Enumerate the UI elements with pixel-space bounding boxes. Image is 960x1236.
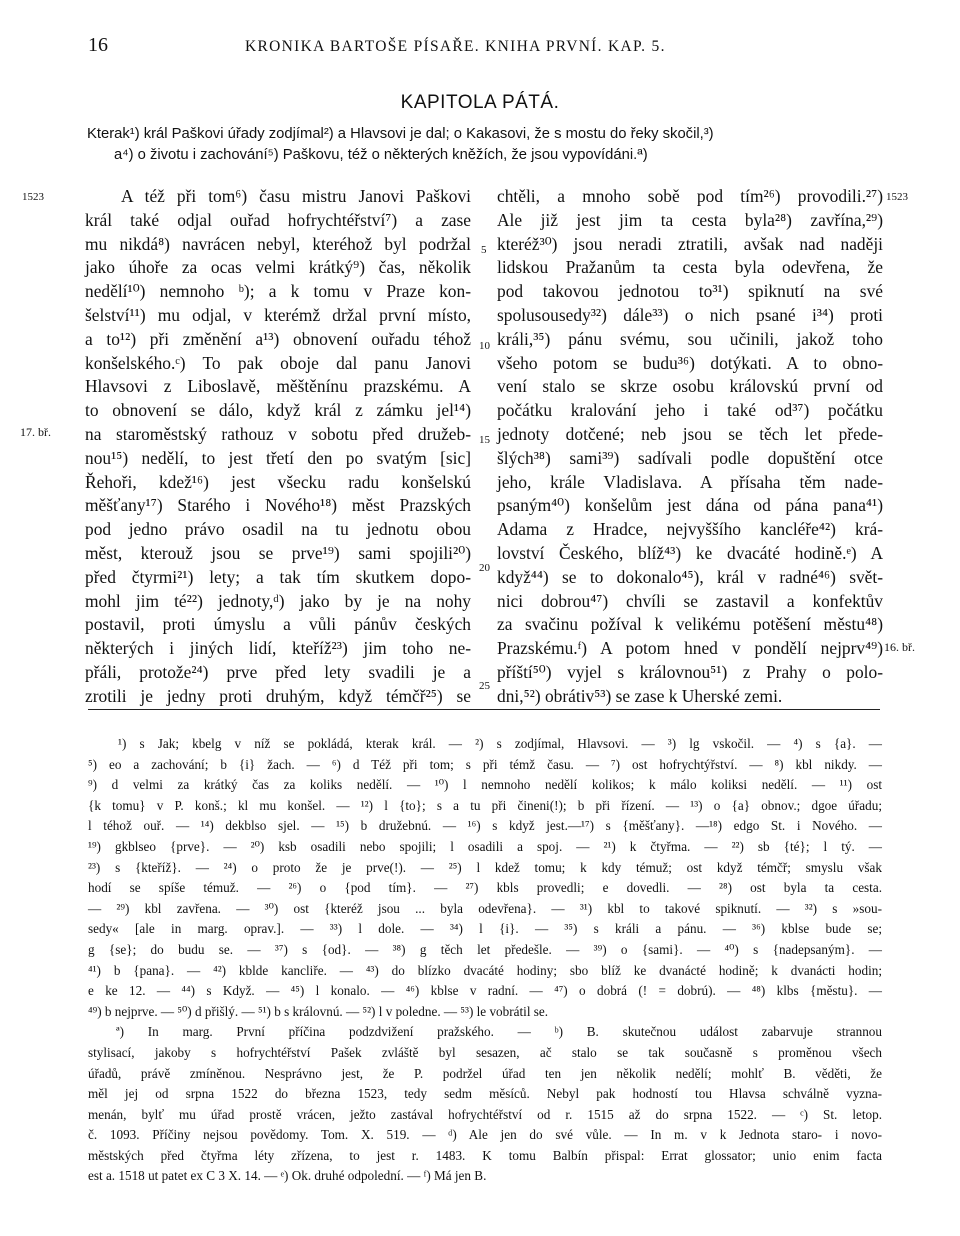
- text-line: konšelského.ᶜ) To pak oboje dal panu Janovi: [85, 352, 471, 373]
- text-line: dni,⁵²) obrátiv⁵³) se zase k Uherské zemi.: [497, 685, 783, 706]
- text-line: postavil, proti úmyslu a vůli pánův českých: [85, 614, 471, 635]
- footnote-line: sedy« [ale in marg. oprav.]. — ³³) l dole. — ³⁴) l {i}. — ³⁵) s králi a pánu. — ³⁶) kblse bude se;: [88, 921, 882, 937]
- text-line: vení stalo se skrze osobu královskú první od: [497, 376, 883, 397]
- text-line: A též při tom⁶) času mistru Janovi Paškovi: [121, 186, 471, 206]
- summary-line: Kterak¹) král Paškovi úřady zodjímal²) a Hlavsovi je dal; o Kakasovi, že s mostu do řeky skočil,³): [87, 126, 714, 142]
- margin-date-left: 17. bř.: [20, 425, 51, 439]
- footnote-line: ¹) s Jak; kbelg v níž se pokládá, kterak král. — ²) s zodjímal, Hlavsovi. — ³) lg vskočil. — ⁴) s {a}. —: [118, 736, 882, 751]
- running-title: KRONIKA BARTOŠE PÍSAŘE. KNIHA PRVNÍ. KAP. 5.: [245, 38, 666, 55]
- line-number: 10: [479, 340, 490, 352]
- footnote-line: g {se}; do budu se. — ³⁷) s {od}. — ³⁸) g těch let předešle. — ³⁹) o {sami}. — ⁴⁰) s {nadepsaným}. —: [88, 941, 882, 957]
- footnote-line: {k tomu} v P. konš.; kl mu konšel. — ¹²) l {to}; s a tu při čineni(!); b při řízení. — ¹³) o {a} obnov.; dgoe úřadu;: [88, 797, 882, 813]
- line-number: 5: [481, 244, 487, 256]
- footnote-line: ²³) s {kteříž}. — ²⁴) o proto že je prve(!). — ²⁵) l kdež tomu; k kdy témuž; ost když témčř; smyslu však: [88, 859, 882, 875]
- text-line: za svačinu požíval k velikému potěšení městu⁴⁸): [497, 614, 883, 635]
- text-line: počátku kralování jeho i také od³⁷) počátku: [497, 400, 883, 421]
- text-line: to obnovení se dálo, když král z zámku jel¹⁴): [85, 400, 471, 421]
- line-number: 20: [479, 562, 490, 574]
- text-line: nici dobrou⁴⁷) chvíli se zastavil a konfektův: [497, 590, 883, 611]
- footnote-line: — ²⁹) kbl zavřena. — ³⁰) ost {kteréž jsou ... byla odevřena}. — ³¹) kbl to takové spiknutí. — ³²) s »sou-: [88, 900, 882, 916]
- text-line: měst, kterouž jsou se prve¹⁹) sami spojili²⁰): [85, 542, 471, 563]
- text-line: lidskou Pražanům ta cesta byla odevřena, že: [497, 257, 883, 278]
- text-line: Ale již jest jim ta cesta byla²⁸) zavřína,²⁹): [497, 209, 883, 230]
- footnote-line: l téhož ouř. — ¹⁴) dekblso sjel. — ¹⁵) b družebnú. — ¹⁶) s když jest.—¹⁷) s {měšťany}. —¹⁸) edgo St. i Nového. —: [88, 818, 882, 834]
- note-line: stylisací, jakoby s hofrychtéřství Pašek zvláště byl sesazen, ač stalo se tak současně s proměnou všech: [88, 1044, 882, 1060]
- text-line: některých i jiných lidí, kteříž²³) jim toho ne-: [85, 638, 471, 659]
- text-line: kteréž³⁰) jsou neradi ztratili, avšak nad naději: [497, 233, 883, 254]
- note-line: č. 1093. Příčiny nejsou povědomy. Tom. X. 519. — ᵈ) Ale jen do své vůle. — In m. v k Jednota staro- i novo-: [88, 1127, 882, 1143]
- footnote-line: e ke 12. — ⁴⁴) s Když. — ⁴⁵) l konalo. — ⁴⁶) kblse v radní. — ⁴⁷) o dobrá (! = dobrú). — ⁴⁸) klbs {městu}. —: [88, 983, 882, 999]
- text-line: přáli, protože²⁴) prve před lety svadili je a: [85, 661, 471, 682]
- text-line: šlých³⁸) sami³⁹) sadívali podle dopuštění otce: [497, 447, 883, 468]
- text-line: psaným⁴⁰) konšelům jest dána od pána pana⁴¹): [497, 495, 883, 516]
- text-line: mu nikdá⁸) navrácen nebyl, kteréhož byl podržal: [85, 233, 471, 254]
- footnote-divider: [88, 709, 880, 710]
- margin-date-right: 16. bř.: [884, 640, 915, 654]
- footnote-line: ¹⁹) gkblseo {prve}. — ²⁰) ksb osadili nebo spojili; l osadili a spoj. — ²¹) k čtyřma. — ²²) sb {té}; l tý. —: [88, 838, 882, 854]
- note-line: úřadů, právě zmíněnou. Nesprávno jest, že P. podržel úřad ten jen několik nedělí; mohlť B. věděti, že: [88, 1065, 882, 1081]
- text-line: pod jedno právo osadil na tu jednotu obou: [85, 519, 471, 540]
- text-line: na staroměstský rathouz v sobotu před družeb-: [85, 423, 471, 444]
- text-line: jednoty dotčené; neb jsou se těch let přede-: [497, 423, 883, 444]
- footnote-line: hodí se spíše témuž. — ²⁶) o {pod tím}. — ²⁷) kbls provedli; e dovedli. — ²⁸) ost byla ta cesta.: [88, 880, 882, 896]
- text-line: Hlavsovi z Liboslavě, měštěnínu prazskému. A: [85, 376, 471, 397]
- margin-year-right: 1523: [886, 191, 908, 203]
- text-line: mohl jim té²²) jednoty,ᵈ) jako by je na nohy: [85, 590, 471, 611]
- text-line: chtěli, a mnoho sobě pod tím²⁶) provodili.²⁷): [497, 186, 883, 206]
- note-line: měl jej od srpna 1522 do března 1523, tedy sedm měsíců. Nebyl pak hodností tou Hlavsa schválně vyzna-: [88, 1086, 882, 1102]
- chapter-summary: [80, 124, 880, 166]
- text-line: Prazskému.ᶠ) A potom hned v pondělí nejprv⁴⁹): [497, 638, 883, 659]
- text-column-left: [85, 185, 471, 709]
- line-number: 25: [479, 680, 490, 692]
- text-line: šelství¹¹) mu odjal, v kterémž držal první místo,: [85, 304, 471, 325]
- text-line: měšťany¹⁷) Starého i Nového¹⁸) měst Prazských: [85, 495, 471, 516]
- text-line: králi,³⁵) pánu svému, sou učinili, jakož toho: [497, 328, 883, 349]
- text-line: jako úhoře za ocas velmi krátký⁹) čas, několik: [85, 257, 471, 278]
- text-line: král také odjal ouřad hofrychtéřství⁷) a zase: [85, 209, 471, 230]
- text-line: když⁴⁴) se to dokonalo⁴⁵), král v radné⁴⁶) svět-: [497, 566, 883, 587]
- text-line: pod takovou jednotou to³¹) spiknutí na své: [497, 281, 883, 302]
- footnote-line: ⁹) d velmi za krátký čas za koliks nedělí. — ¹⁰) l nemnoho nedělí kolikos; k málo koliksi nedělí. — ¹¹) ost: [88, 777, 882, 793]
- text-column-right: [497, 185, 883, 709]
- text-line: Adama z Hradce, nejvyššího kancléře⁴²) krá-: [497, 519, 883, 540]
- note-line: městských před čtyřma léty zřízena, to jest r. 1483. K tomu Balbín přispal: Errat glossator; unio enim facta: [88, 1147, 882, 1163]
- note-line: est a. 1518 ut patet ex C 3 X. 14. — ᵉ) Ok. druhé odpolední. — ᶠ) Má jen B.: [88, 1168, 487, 1184]
- text-line: před čtyrmi²¹) lety; a tak tím skutkem dopo-: [85, 566, 471, 587]
- text-line: jeho, krále Vladislava. A přísaha těm nade-: [497, 471, 883, 492]
- footnote-line: ⁴¹) b {pana}. — ⁴²) kblde kancliře. — ⁴³) do blízko dvacáté hodiny; sbo blíž ke dvanácté hodině; k dvanácti hodin;: [88, 962, 882, 978]
- text-line: Řehoři, kdež¹⁶) jest všecku radu konšelskú: [85, 471, 471, 492]
- footnote-line: ⁵) eo a zachování; b {i} žach. — ⁶) d Též při tom; s při témž času. — ⁷) ost hofrychtýřství. — ⁸) kbl nikdy. —: [88, 756, 882, 772]
- running-header: [0, 34, 960, 60]
- summary-line: a⁴) o životu i zachování⁵) Paškovu, též o některých kněžích, že jsou vypovídáni.ª): [114, 147, 648, 163]
- page-number: 16: [88, 34, 108, 56]
- footnotes: [88, 734, 882, 1187]
- note-line: ª) In marg. První příčina podzdvižení pražského. — ᵇ) B. skutečnou událost zabarvuje strannou: [116, 1024, 882, 1040]
- text-line: nedělí¹⁰) nemnoho ᵇ); a k tomu v Praze kon-: [85, 281, 471, 302]
- line-number: 15: [479, 434, 490, 446]
- chapter-title: KAPITOLA PÁTÁ.: [400, 92, 560, 113]
- note-line: menán, bylť mu úřad prostě vrácen, ježto zastával hofrychtéřství od r. 1515 až do srpna 1522. — ᶜ) St. letop.: [88, 1106, 882, 1122]
- text-line: lovství Českého, blíž⁴³) ke dvacáté hodině.ᵉ) A: [497, 542, 883, 563]
- text-line: nou¹⁵) nedělí, to jest třetí den po svatým [sic]: [85, 447, 471, 468]
- text-line: a to¹²) při změnění a¹³) obnovení ouřadu téhož: [85, 328, 471, 349]
- footnote-line: ⁴⁹) b nejprve. — ⁵⁰) d přišlý. — ⁵¹) b s královnú. — ⁵²) l v poledne. — ⁵³) le vobrátil se.: [88, 1003, 549, 1019]
- text-line: spolusousedy³²) dále³³) o nich psané i³⁴) proti: [497, 304, 883, 325]
- text-line: všeho potom se budu³⁶) dotýkati. A to obno-: [497, 352, 883, 373]
- text-line: příští⁵⁰) vyjel s královnou⁵¹) z Prahy o polo-: [497, 661, 883, 682]
- text-line: zrotili je jedny proti druhým, když témčř²⁵) se: [85, 685, 471, 706]
- margin-year-left: 1523: [22, 191, 44, 203]
